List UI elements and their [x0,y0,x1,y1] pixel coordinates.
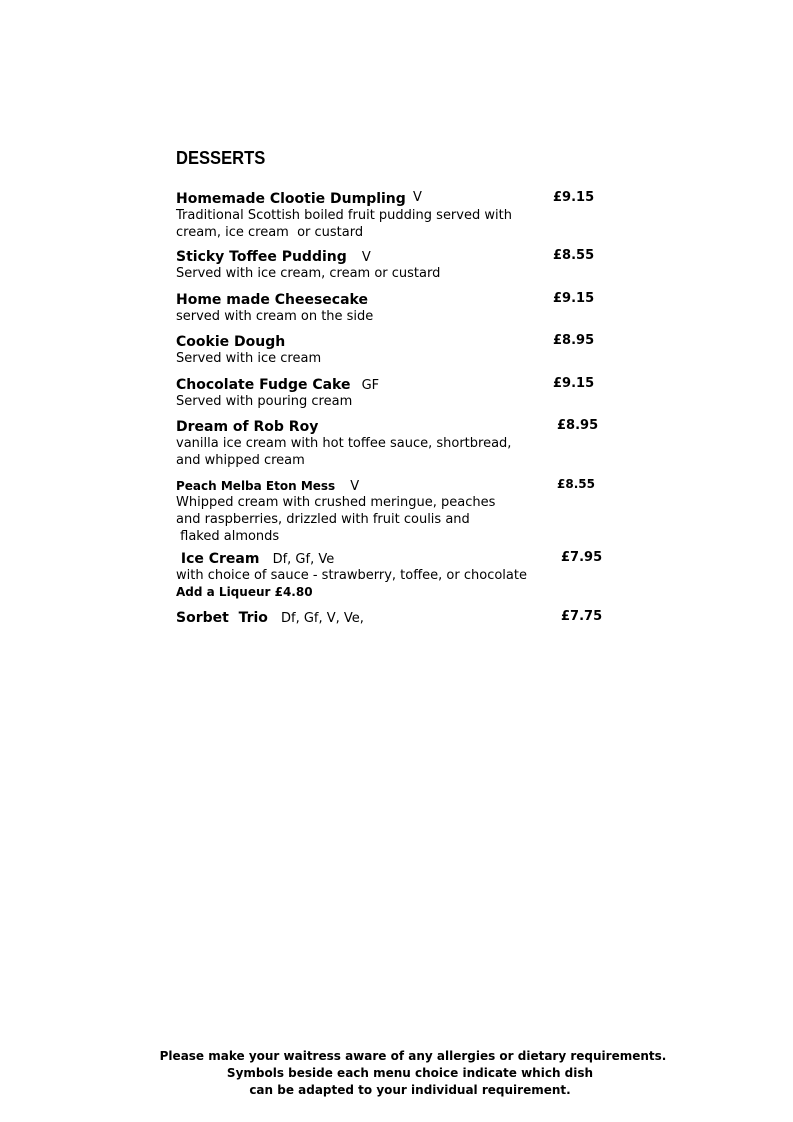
item-name: Chocolate Fudge Cake [176,377,351,393]
item-name: Dream of Rob Roy [176,419,319,435]
item-description: served with cream on the side [176,309,374,324]
menu-item-sorbet-trio [176,607,616,626]
item-description: vanilla ice cream with hot toffee sauce, shortbread, and whipped cream [176,436,512,468]
menu-item-chocolate-fudge-cake [176,374,616,410]
dietary-tag: GF [361,378,380,393]
item-description: with choice of sauce - strawberry, toffee, or chocolate [176,568,527,583]
item-name: Peach Melba Eton Mess [176,479,336,493]
liqueur-addon: Add a Liqueur £4.80 [176,585,313,599]
item-name: Homemade Clootie Dumpling [176,191,406,207]
allergy-notice-line-2: Symbols beside each menu choice indicate which dish [226,1066,594,1080]
item-price: £8.55 [557,477,595,491]
dietary-tag: V [350,479,360,494]
item-description: Whipped cream with crushed meringue, peaches and raspberries, drizzled with fruit coulis and flaked almonds [176,495,496,544]
allergy-notice-line-1: Please make your waitress aware of any allergies or dietary requirements. [159,1049,667,1063]
menu-item-dream-of-rob-roy [176,416,616,469]
menu-item-cookie-dough [176,331,616,367]
item-price: £8.95 [557,418,599,433]
allergy-notice-line-3: can be adapted to your individual requirement. [249,1083,571,1097]
dietary-tag: V [361,250,371,265]
item-description: Traditional Scottish boiled fruit pudding served with cream, ice cream or custard [176,208,512,240]
item-name: Sticky Toffee Pudding [176,249,347,265]
menu-item-cheesecake [176,289,616,325]
item-description: Served with pouring cream [176,394,353,409]
page-title: DESSERTS [176,148,266,168]
item-name: Sorbet Trio [176,610,268,626]
item-description: Served with ice cream [176,351,322,366]
item-name: Home made Cheesecake [176,292,368,308]
item-price: £8.55 [553,248,595,263]
menu-item-clootie-dumpling [176,188,616,241]
dietary-tag: V [413,190,422,205]
item-price: £7.75 [561,609,603,624]
dietary-tag: Df, Gf, Ve [272,552,335,567]
item-price: £8.95 [553,333,595,348]
menu-item-ice-cream [176,548,616,601]
item-price: £7.95 [561,550,603,565]
menu-item-sticky-toffee-pudding [176,246,616,282]
item-description: Served with ice cream, cream or custard [176,266,441,281]
item-price: £9.15 [553,291,595,306]
item-name: Cookie Dough [176,334,286,350]
item-price: £9.15 [553,376,595,391]
allergy-notice [130,1048,730,1099]
dietary-tag: Df, Gf, V, Ve, [281,611,364,626]
item-name: Ice Cream [176,551,260,567]
menu-item-peach-melba-eton-mess [176,475,616,545]
item-price: £9.15 [553,190,595,205]
